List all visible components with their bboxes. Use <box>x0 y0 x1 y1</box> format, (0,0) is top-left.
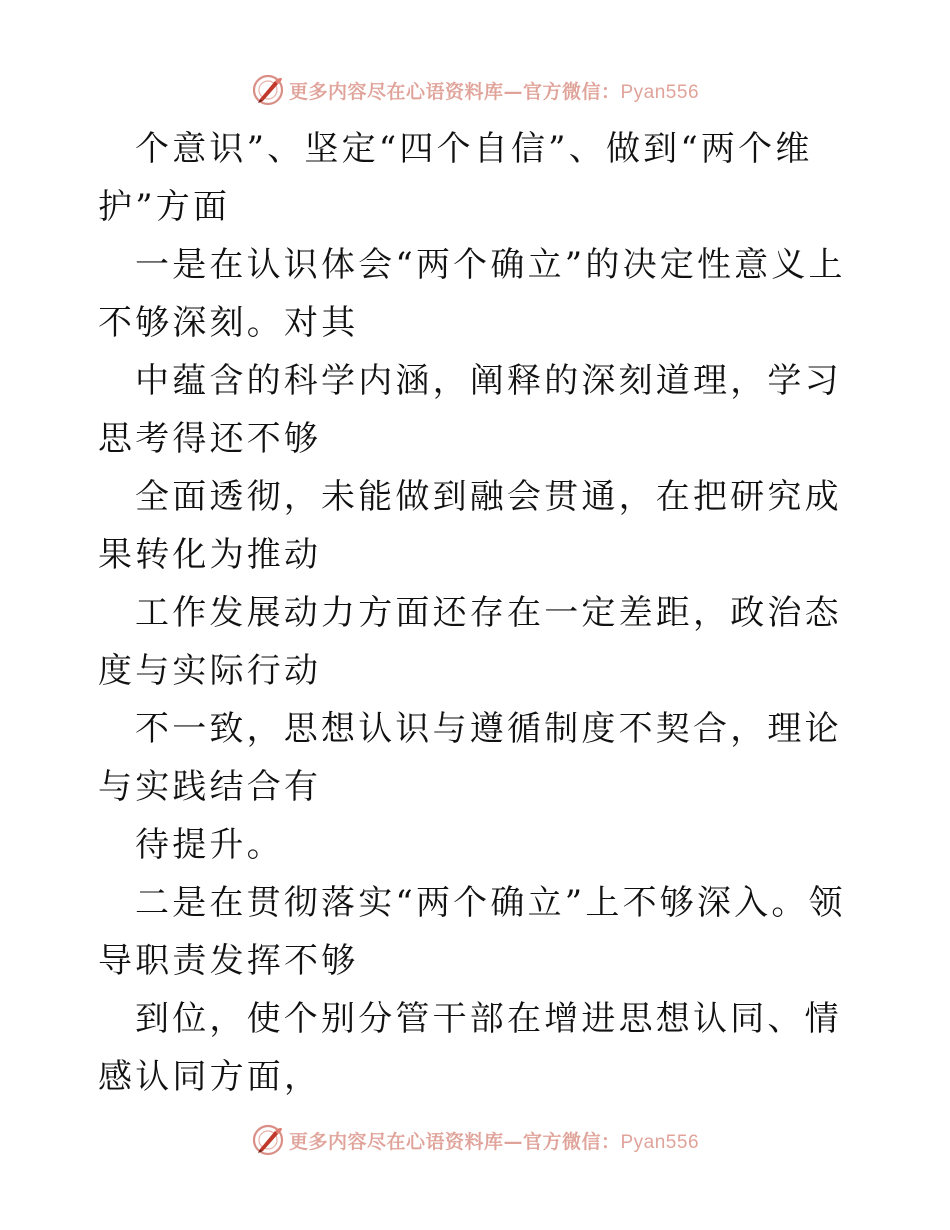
body-paragraph: 二是在贯彻落实“两个确立”上不够深入。领导职责发挥不够 <box>98 883 846 981</box>
body-paragraph: 待提升。 <box>135 825 284 865</box>
body-paragraph: 到位，使个别分管干部在增进思想认同、情感认同方面， <box>98 999 842 1097</box>
body-paragraph: 中蕴含的科学内涵，阐释的深刻道理，学习思考得还不够 <box>98 361 842 459</box>
body-paragraph: 全面透彻，未能做到融会贯通，在把研究成果转化为推动 <box>98 477 842 575</box>
footer-watermark-banner <box>0 1120 950 1160</box>
header-watermark-text: 更多内容尽在心语资料库—官方微信：Pyan556 <box>288 80 700 103</box>
quill-pen-logo-icon <box>251 73 285 107</box>
quill-pen-logo-icon <box>251 1123 285 1157</box>
body-paragraph: 不一致，思想认识与遵循制度不契合，理论与实践结合有 <box>98 709 842 807</box>
header-watermark-banner <box>0 70 950 110</box>
footer-watermark-text: 更多内容尽在心语资料库—官方微信：Pyan556 <box>288 1130 700 1153</box>
body-paragraph: 一是在认识体会“两个确立”的决定性意义上不够深刻。对其 <box>98 245 846 343</box>
document-body <box>98 120 858 1106</box>
body-paragraph: 工作发展动力方面还存在一定差距，政治态度与实际行动 <box>98 593 842 691</box>
body-paragraph: 个意识”、坚定“四个自信”、做到“两个维护”方面 <box>98 129 813 227</box>
